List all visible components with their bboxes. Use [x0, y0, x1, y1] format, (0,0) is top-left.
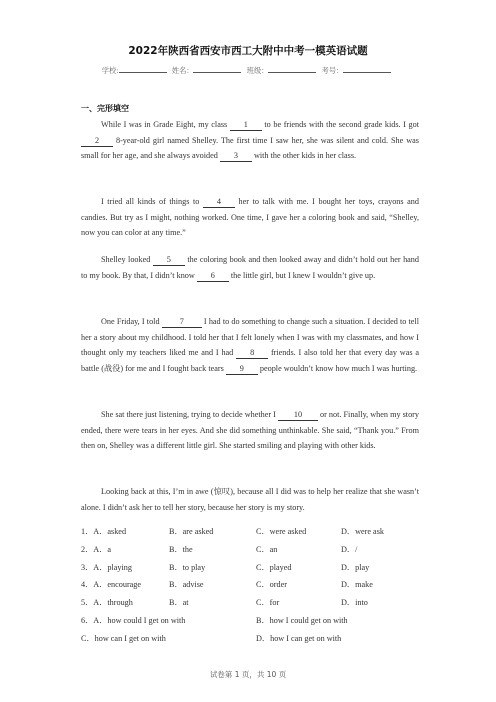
option-6a[interactable]: 6．A．how could I get on with — [81, 615, 186, 625]
option-6b[interactable]: B．how I could get on with — [256, 615, 348, 625]
page-footer: 试卷第 1 页，共 10 页 — [209, 670, 287, 679]
question-4-options — [81, 579, 421, 597]
school-blank[interactable] — [119, 65, 167, 73]
option-2d[interactable]: D．/ — [341, 544, 358, 554]
page-title: 2022年陕西省西安市西工大附中中考一模英语试题 — [128, 45, 368, 57]
blank-8: 8 — [236, 348, 268, 359]
option-5d[interactable]: D．into — [341, 598, 368, 608]
option-3c[interactable]: C．played — [256, 562, 292, 572]
option-6d[interactable]: D．how I can get on with — [256, 633, 342, 643]
blank-5: 5 — [153, 255, 185, 266]
question-5-options — [81, 597, 421, 615]
option-2b[interactable]: B．the — [169, 544, 193, 554]
blank-3: 3 — [220, 151, 252, 162]
question-2-options — [81, 544, 421, 562]
blank-1: 1 — [230, 120, 262, 131]
question-1-options — [81, 526, 421, 544]
option-1d[interactable]: D．were ask — [341, 527, 384, 536]
option-2c[interactable]: C．an — [256, 544, 278, 554]
exam-number-label: 考号： — [321, 66, 344, 75]
question-6-options-row-1 — [81, 615, 421, 633]
class-blank[interactable] — [268, 65, 316, 73]
options-list — [81, 526, 421, 651]
option-1c[interactable]: C．were asked — [256, 527, 307, 536]
blank-7: 7 — [162, 317, 202, 328]
option-5a[interactable]: 5．A．through — [81, 598, 133, 608]
blank-4: 4 — [203, 197, 235, 208]
option-6c[interactable]: C．how can I get on with — [81, 633, 166, 643]
passage-paragraph-4: One Friday, I told 7 I had to do something to change such a situation. I decided to tell her a story about my childhood. I told her that I felt lonely when I was with my classmates, and how I thought only my teachers liked me and I had 8 friends. I also told her that every day was a battle (战役) for me and I fought back tears 9 people wouldn’t know how much I was hurting. — [81, 317, 419, 373]
option-3d[interactable]: D．play — [341, 562, 370, 572]
exam-number-blank[interactable] — [343, 65, 391, 73]
blank-9: 9 — [226, 364, 258, 375]
option-4a[interactable]: 4．A．encourage — [81, 580, 142, 590]
class-label: 班级： — [246, 66, 269, 75]
passage-paragraph-2: I tried all kinds of things to 4 her to talk with me. I bought her toys, crayons and candies. But try as I might, nothing worked. One time, I gave her a coloring book and said, “Shelley, now you can color at any time.” — [81, 197, 419, 237]
section-title: 一、完形填空 — [81, 104, 129, 113]
passage-paragraph-1: While I was in Grade Eight, my class 1 to be friends with the second grade kids. I got 2 8-year-old girl named Shelley. The first time I saw her, she was silent and cold. She was small for her age, and she always avoided 3 with the other kids in her class. — [81, 120, 419, 160]
option-1b[interactable]: B．are asked — [169, 527, 214, 536]
name-label: 姓名： — [171, 66, 194, 75]
blank-6: 6 — [197, 271, 229, 282]
option-3b[interactable]: B．to play — [169, 562, 206, 572]
passage-paragraph-3: Shelley looked 5 the coloring book and then looked away and didn’t hold out her hand to my book. By that, I didn’t know 6 the little girl, but I knew I wouldn’t give up. — [81, 255, 419, 280]
option-1a[interactable]: 1．A．asked — [81, 527, 127, 536]
name-blank[interactable] — [193, 65, 241, 73]
blank-10: 10 — [278, 410, 318, 421]
option-5c[interactable]: C．for — [256, 598, 280, 608]
student-info-line — [0, 65, 496, 76]
blank-2: 2 — [81, 136, 113, 147]
option-2a[interactable]: 2．A．a — [81, 544, 112, 554]
option-4d[interactable]: D．make — [341, 580, 373, 590]
question-3-options — [81, 562, 421, 580]
passage-paragraph-5: She sat there just listening, trying to decide whether I 10 or not. Finally, when my story ended, there were tears in her eyes. And she did something unthinkable. She said, “Thank you.” From then on, Shelley was a different little girl. She started smiling and playing with other kids. — [81, 410, 419, 450]
passage-paragraph-6: Looking back at this, I’m in awe (惊叹), because all I did was to help her realize that she wasn’t alone. I didn’t ask her to tell her story, because her story is my story. — [81, 487, 419, 512]
option-4b[interactable]: B．advise — [169, 580, 204, 590]
school-label: 学校: — [101, 66, 119, 75]
option-5b[interactable]: B．at — [169, 598, 189, 608]
question-6-options-row-2 — [81, 633, 421, 651]
option-4c[interactable]: C．order — [256, 580, 287, 590]
option-3a[interactable]: 3．A．playing — [81, 562, 132, 572]
